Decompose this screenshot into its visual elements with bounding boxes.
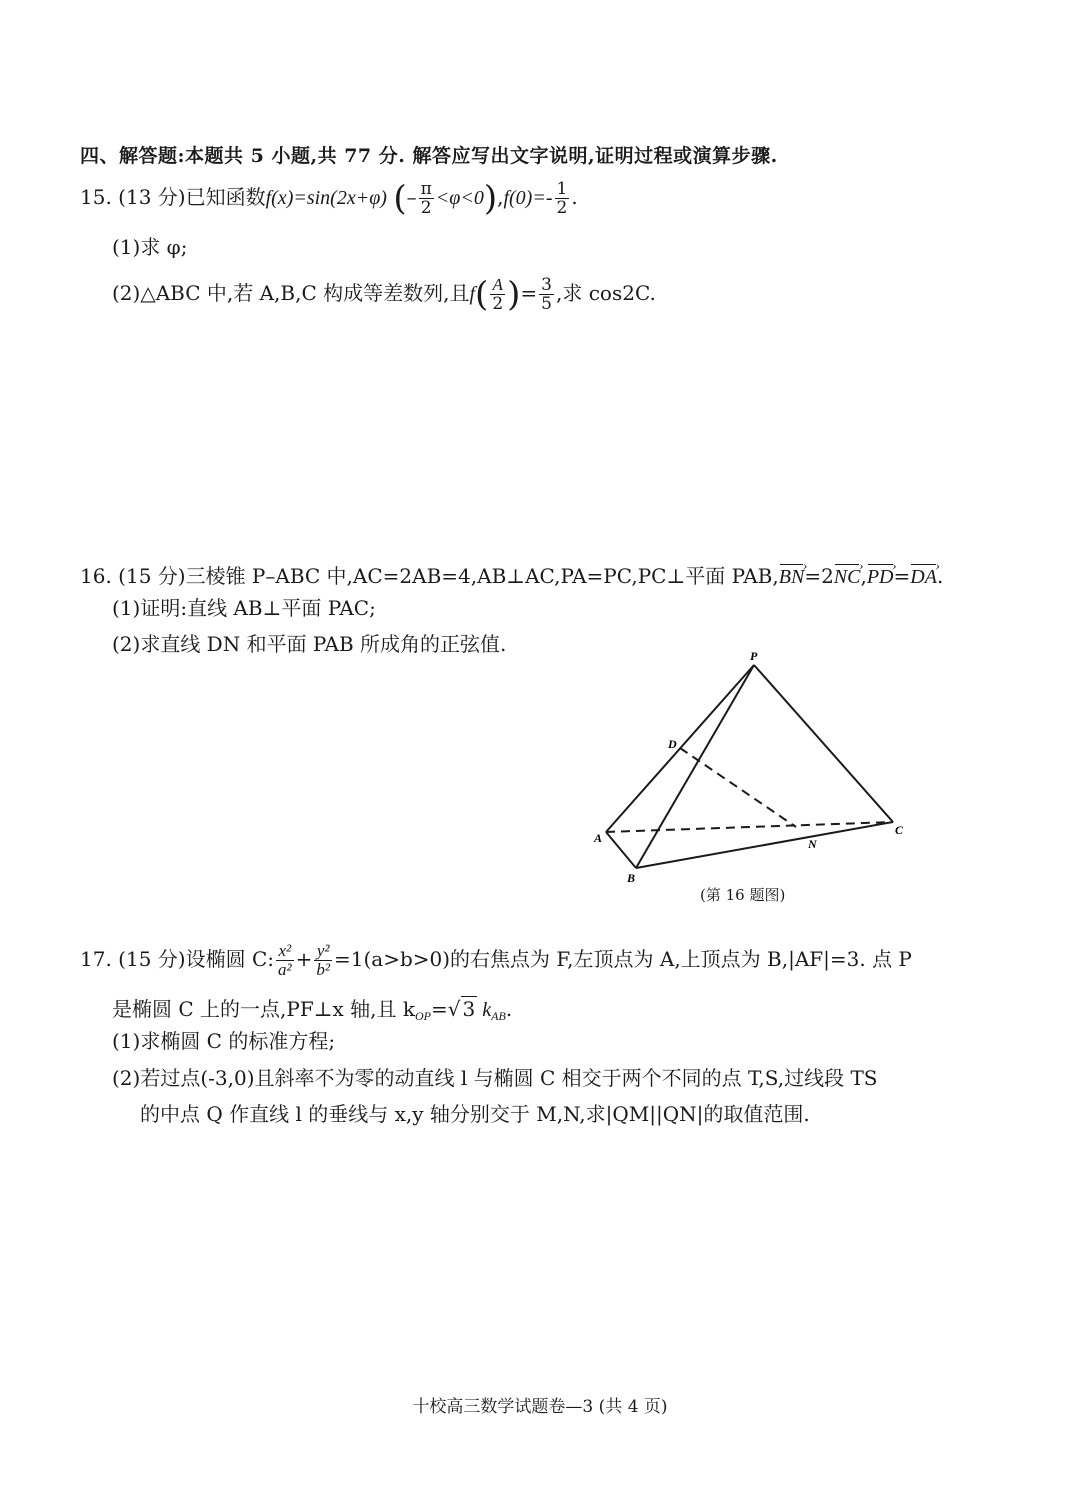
label-a: A bbox=[594, 831, 603, 845]
q15-value-fraction: $\frac{3}{5}$ bbox=[541, 275, 552, 314]
sqrt-three: 3 bbox=[462, 997, 476, 1021]
vector-da: DA › bbox=[910, 563, 937, 591]
q15-stem: 15. (13 分)已知函数f(x)=sin(2x+φ) (– $\frac{\pi}{2}$ <φ<0),f(0)=- $\frac{1}{2}$ . bbox=[80, 178, 578, 219]
label-n: N bbox=[808, 837, 817, 851]
q15-part2: (2)△ABC 中,若 A,B,C 构成等差数列,且f( $\frac{A}{2}$ )= $\frac{3}{5}$ ,求 cos2C. bbox=[112, 274, 656, 315]
label-p: P bbox=[750, 649, 758, 663]
q16-part1: (1)证明:直线 AB⊥平面 PAC; bbox=[112, 596, 376, 620]
segment-dn-hidden bbox=[680, 748, 796, 827]
page-footer: 十校高三数学试题卷—3 (共 4 页) bbox=[412, 1397, 668, 1417]
q15-arg-fraction: $\frac{A}{2}$ bbox=[492, 275, 504, 314]
section-title: 四、解答题:本题共 5 小题,共 77 分. 解答应写出文字说明,证明过程或演算步骤. bbox=[80, 145, 778, 167]
q15-part1: (1)求 φ; bbox=[112, 235, 188, 259]
q17-part1: (1)求椭圆 C 的标准方程; bbox=[112, 1029, 336, 1053]
vector-nc: NC › bbox=[834, 563, 861, 591]
q17-stem: 17. (15 分)设椭圆 C: $\frac{\text{x²}}{\text{a²}}$ + $\frac{\text{y²}}{\text{b²}}$ =1(a>b>0)的右焦点为 F,左顶点为 A,上顶点为 B,|AF|=3. 点 P bbox=[80, 941, 912, 979]
label-b: B bbox=[627, 871, 636, 885]
q17-part2-line2: 的中点 Q 作直线 l 的垂线与 x,y 轴分别交于 M,N,求|QM||QN|的取值范围. bbox=[140, 1102, 810, 1126]
vector-bn: BN › bbox=[779, 563, 805, 591]
q15-cond-tail: <φ<0 bbox=[435, 187, 484, 209]
q15-number: 15. bbox=[80, 185, 112, 209]
label-d: D bbox=[668, 737, 677, 751]
label-c: C bbox=[895, 823, 904, 837]
q15-function: f(x)=sin(2x+φ) bbox=[265, 187, 387, 209]
paren-right: ) bbox=[483, 178, 498, 219]
figure-caption: (第 16 题图) bbox=[700, 886, 786, 904]
q15-f0: f(0)=- bbox=[503, 187, 553, 209]
ellipse-y-fraction: $\frac{\text{y²}}{\text{b²}}$ bbox=[316, 941, 330, 979]
q17-part2-line1: (2)若过点(-3,0)且斜率不为零的动直线 l 与椭圆 C 相交于两个不同的点 T,S,过线段 TS bbox=[112, 1066, 878, 1090]
edge-pb bbox=[636, 665, 754, 868]
edge-ab bbox=[606, 832, 636, 868]
q15-points: (13 分) bbox=[118, 185, 186, 209]
q15-half-fraction: $\frac{1}{2}$ bbox=[556, 179, 568, 218]
q17-line2: 是椭圆 C 上的一点,PF⊥x 轴,且 $k_{OP}=√$ 3 $k_{AB}$. bbox=[112, 997, 513, 1023]
q15-cond-fraction: $\frac{\pi}{2}$ bbox=[420, 179, 432, 218]
ellipse-x-fraction: $\frac{\text{x²}}{\text{a²}}$ bbox=[278, 941, 292, 979]
edge-pc bbox=[754, 665, 893, 822]
paren-left: ( bbox=[393, 178, 407, 219]
q15-stem-text: 已知函数 bbox=[185, 185, 266, 209]
q16-stem: 16. (15 分)三棱锥 P–ABC 中,AC=2AB=4,AB⊥AC,PA=PC,PC⊥平面 PAB,BN ›=2NC ›,PD ›=DA ›. bbox=[80, 562, 943, 591]
q16-part2: (2)求直线 DN 和平面 PAB 所成角的正弦值. bbox=[112, 632, 507, 656]
vector-pd: PD › bbox=[867, 563, 894, 591]
